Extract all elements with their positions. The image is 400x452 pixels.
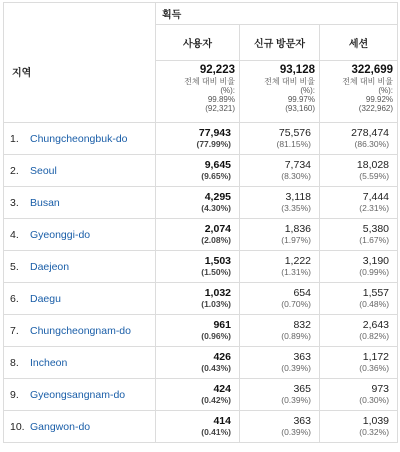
users-value: 424 [213,382,231,395]
region-link[interactable]: Seoul [30,164,57,177]
table-row [4,123,398,155]
users-value: 426 [213,350,231,363]
users-percent: (77.99%) [196,138,231,149]
users-cell [156,251,240,283]
new-visitors-cell [240,251,320,283]
users-percent: (1.50%) [201,266,231,277]
users-percent: (0.41%) [201,426,231,437]
new-visitors-value: 7,734 [284,158,311,171]
new-visitors-value: 1,222 [284,254,311,267]
new-visitors-percent: (81.15%) [276,138,311,149]
new-visitors-value: 363 [293,350,311,363]
region-link[interactable]: Chungcheongnam-do [30,324,131,337]
region-link[interactable]: Incheon [30,356,68,369]
total-value: 93,128 [279,64,315,76]
sessions-value: 5,380 [362,222,390,235]
users-cell [156,219,240,251]
region-link[interactable]: Gyeongsangnam-do [30,388,126,401]
users-value: 1,032 [204,286,231,299]
total-pct: 99.92% [365,95,394,104]
row-rank: 2. [10,164,19,177]
total-label: 전체 대비 비율 [264,77,315,86]
new-visitors-value: 365 [293,382,311,395]
table-row [4,347,398,379]
table-row [4,283,398,315]
region-cell [4,411,156,443]
sessions-percent: (2.31%) [359,202,390,213]
sessions-cell [320,219,398,251]
region-cell [4,187,156,219]
region-cell [4,315,156,347]
new-visitors-value: 3,118 [285,190,311,203]
new-visitors-value: 654 [293,286,311,299]
users-column-header[interactable]: 사용자 [156,25,240,61]
users-value: 414 [213,414,231,427]
new-visitors-percent: (8.30%) [281,170,311,181]
table-row [4,315,398,347]
new-visitors-value: 832 [293,318,311,331]
new-visitors-value: 363 [293,414,311,427]
sessions-percent: (86.30%) [354,138,390,149]
sessions-cell [320,187,398,219]
sessions-percent: (0.48%) [359,298,390,309]
users-cell [156,411,240,443]
region-cell [4,283,156,315]
analytics-region-table [3,2,398,443]
region-link[interactable]: Gyeonggi-do [30,228,91,241]
table-row [4,219,398,251]
region-cell [4,251,156,283]
region-cell [4,123,156,155]
sessions-cell [320,411,398,443]
new-visitors-column-header[interactable]: 신규 방문자 [240,25,320,61]
total-label: 전체 대비 비율 [342,77,394,86]
new-visitors-cell [240,187,320,219]
total-pct: 99.89% [207,95,235,104]
sessions-cell [320,123,398,155]
new-visitors-cell [240,123,320,155]
region-link[interactable]: Daegu [30,292,61,305]
table-row [4,155,398,187]
new-visitors-percent: (1.97%) [281,234,311,245]
users-total [156,61,240,123]
sessions-percent: (1.67%) [359,234,390,245]
row-rank: 3. [10,196,19,209]
new-visitors-percent: (0.39%) [281,362,311,373]
users-percent: (4.30%) [201,202,231,213]
users-cell [156,187,240,219]
header-row-group [4,3,398,25]
users-percent: (9.65%) [201,170,231,181]
region-link[interactable]: Gangwon-do [30,420,91,433]
users-cell [156,347,240,379]
region-column-header[interactable]: 지역 [4,3,156,123]
row-rank: 7. [10,324,19,337]
sessions-cell [320,155,398,187]
users-percent: (2.08%) [201,234,231,245]
row-rank: 9. [10,388,19,401]
table-row [4,379,398,411]
new-visitors-cell [240,315,320,347]
total-label-unit: (%): [300,86,315,95]
users-cell [156,315,240,347]
row-rank: 8. [10,356,19,369]
sessions-value: 7,444 [362,190,390,203]
region-cell [4,379,156,411]
sessions-value: 18,028 [356,158,390,171]
sessions-cell [320,347,398,379]
users-value: 9,645 [204,158,231,171]
sessions-cell [320,283,398,315]
region-cell [4,219,156,251]
new-visitors-cell [240,347,320,379]
new-visitors-percent: (0.89%) [281,330,311,341]
new-visitors-cell [240,283,320,315]
new-visitors-total [240,61,320,123]
row-rank: 5. [10,260,19,273]
sessions-value: 973 [371,382,390,395]
sessions-percent: (0.36%) [359,362,390,373]
users-percent: (0.43%) [201,362,231,373]
total-overall: (322,962) [358,104,394,113]
sessions-percent: (0.99%) [359,266,390,277]
sessions-value: 3,190 [362,254,390,267]
sessions-cell [320,251,398,283]
new-visitors-percent: (3.35%) [281,202,311,213]
users-value: 2,074 [204,222,231,235]
new-visitors-value: 1,836 [284,222,311,235]
sessions-percent: (5.59%) [359,170,390,181]
new-visitors-cell [240,155,320,187]
row-rank: 4. [10,228,19,241]
region-cell [4,155,156,187]
total-label-unit: (%): [378,86,394,95]
table-row [4,187,398,219]
new-visitors-percent: (1.31%) [281,266,311,277]
users-value: 77,943 [198,126,231,139]
total-overall: (92,321) [205,104,235,113]
users-percent: (1.03%) [201,298,231,309]
users-percent: (0.42%) [201,394,231,405]
sessions-column-header[interactable]: 세션 [320,25,398,61]
sessions-value: 1,039 [362,414,390,427]
users-percent: (0.96%) [201,330,231,341]
region-link[interactable]: Chungcheongbuk-do [30,132,128,145]
acquisition-group-header: 획득 [156,3,398,25]
table-row [4,251,398,283]
sessions-value: 278,474 [351,126,390,139]
sessions-value: 2,643 [362,318,390,331]
total-label-unit: (%): [220,86,235,95]
total-value: 92,223 [199,64,235,76]
users-value: 961 [213,318,231,331]
sessions-percent: (0.30%) [359,394,390,405]
users-value: 1,503 [204,254,231,267]
sessions-cell [320,315,398,347]
users-value: 4,295 [204,190,231,203]
users-cell [156,379,240,411]
users-cell [156,283,240,315]
new-visitors-percent: (0.39%) [281,426,311,437]
row-rank: 6. [10,292,19,305]
sessions-total [320,61,398,123]
new-visitors-cell [240,379,320,411]
new-visitors-cell [240,411,320,443]
new-visitors-value: 75,576 [278,126,311,139]
new-visitors-percent: (0.39%) [281,394,311,405]
sessions-value: 1,557 [362,286,390,299]
sessions-percent: (0.82%) [359,330,390,341]
new-visitors-percent: (0.70%) [281,298,311,309]
sessions-percent: (0.32%) [359,426,390,437]
row-rank: 1. [10,132,19,145]
total-label: 전체 대비 비율 [184,77,235,86]
sessions-cell [320,379,398,411]
users-cell [156,123,240,155]
row-rank: 10. [10,420,25,433]
new-visitors-cell [240,219,320,251]
total-overall: (93,160) [285,104,315,113]
table-body [4,123,398,443]
sessions-value: 1,172 [362,350,390,363]
table-row [4,411,398,443]
users-cell [156,155,240,187]
region-cell [4,347,156,379]
total-pct: 99.97% [287,95,315,104]
region-link[interactable]: Busan [30,196,60,209]
region-link[interactable]: Daejeon [30,260,70,273]
total-value: 322,699 [351,64,394,76]
